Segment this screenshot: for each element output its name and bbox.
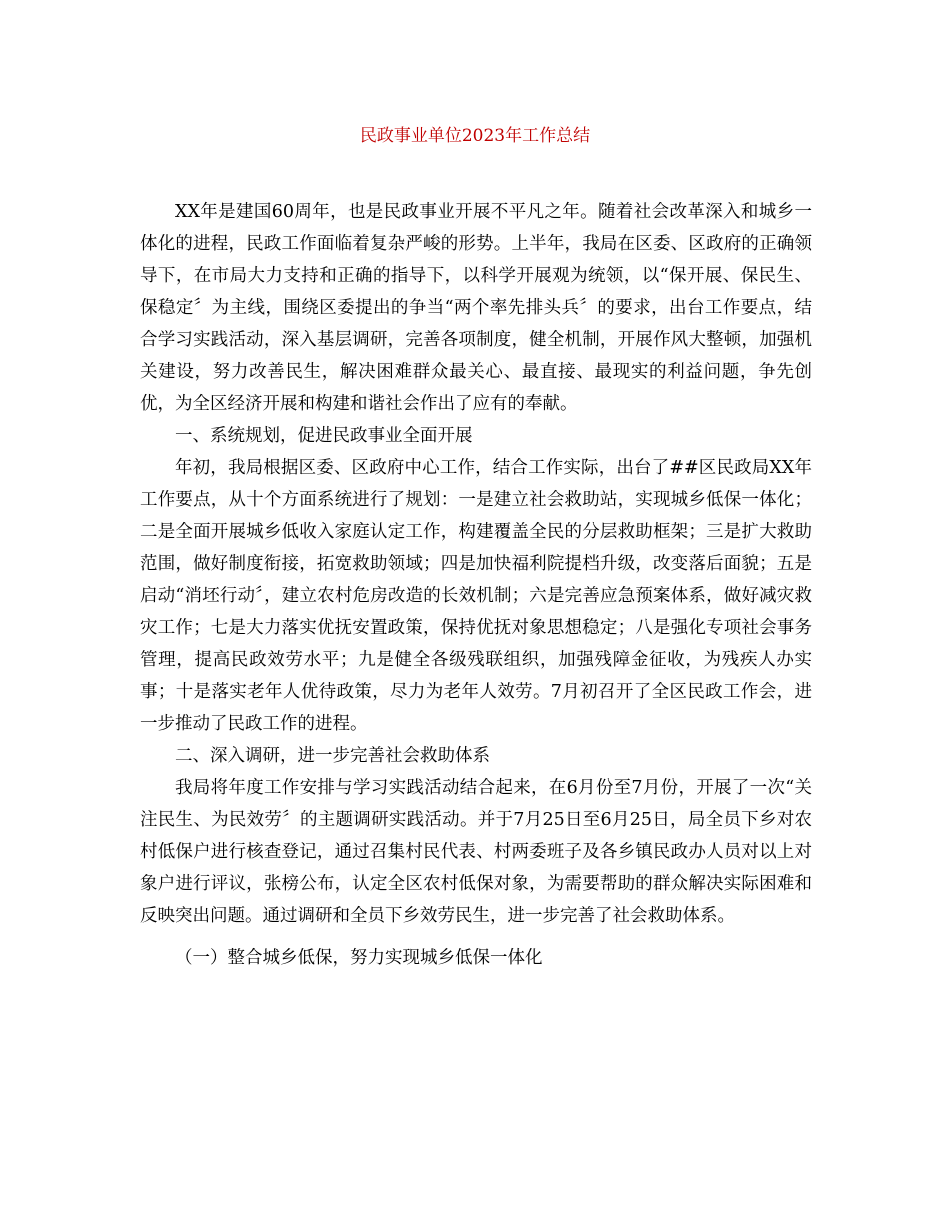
document-body (140, 196, 812, 974)
section-2-paragraph: 我局将年度工作安排与学习实践活动结合起来，在6月份至7月份，开展了一次“关注民生、为民效劳〞的主题调研实践活动。并于7月25日至6月25日，局全员下乡对农村低保户进行核查登记，通过召集村民代表、村两委班子及各乡镇民政办人员对以上对象户进行评议，张榜公布，认定全区农村低保对象，为需要帮助的群众解决实际困难和反映突出问题。通过调研和全员下乡效劳民生，进一步完善了社会救助体系。 (140, 778, 812, 926)
section-1-paragraph: 年初，我局根据区委、区政府中心工作，结合工作实际，出台了##区民政局XX年工作要点，从十个方面系统进行了规划：一是建立社会救助站，实现城乡低保一体化；二是全面开展城乡低收入家庭认定工作，构建覆盖全民的分层救助框架；三是扩大救助范围，做好制度衔接，拓宽救助领域；四是加快福利院提档升级，改变落后面貌；五是启动“消坯行动〞，建立农村危房改造的长效机制；六是完善应急预案体系，做好减灾救灾工作；七是大力落实优抚安置政策，保持优抚对象思想稳定；八是强化专项社会事务管理，提高民政效劳水平；九是健全各级残联组织，加强残障金征收，为残疾人办实事；十是落实老年人优待政策，尽力为老年人效劳。7月初召开了全区民政工作会，进一步推动了民政工作的进程。 (140, 458, 812, 734)
intro-paragraph: XX年是建国60周年，也是民政事业开展不平凡之年。随着社会改革深入和城乡一体化的进程，民政工作面临着复杂严峻的形势。上半年，我局在区委、区政府的正确领导下，在市局大力支持和正确的指导下，以科学开展观为统领，以“保开展、保民生、保稳定〞为主线，围绕区委提出的争当“两个率先排头兵〞的要求，出台工作要点，结合学习实践活动，深入基层调研，完善各项制度，健全机制，开展作风大整顿，加强机关建设，努力改善民生，解决困难群众最关心、最直接、最现实的利益问题，争先创优，为全区经济开展和构建和谐社会作出了应有的奉献。 (140, 202, 812, 414)
document-title: 民政事业单位2023年工作总结 (359, 126, 591, 146)
subsection-heading-1: （一）整合城乡低保，努力实现城乡低保一体化 (175, 948, 543, 968)
section-heading-2: 二、深入调研，进一步完善社会救助体系 (175, 746, 490, 766)
section-heading-1: 一、系统规划，促进民政事业全面开展 (175, 426, 473, 446)
